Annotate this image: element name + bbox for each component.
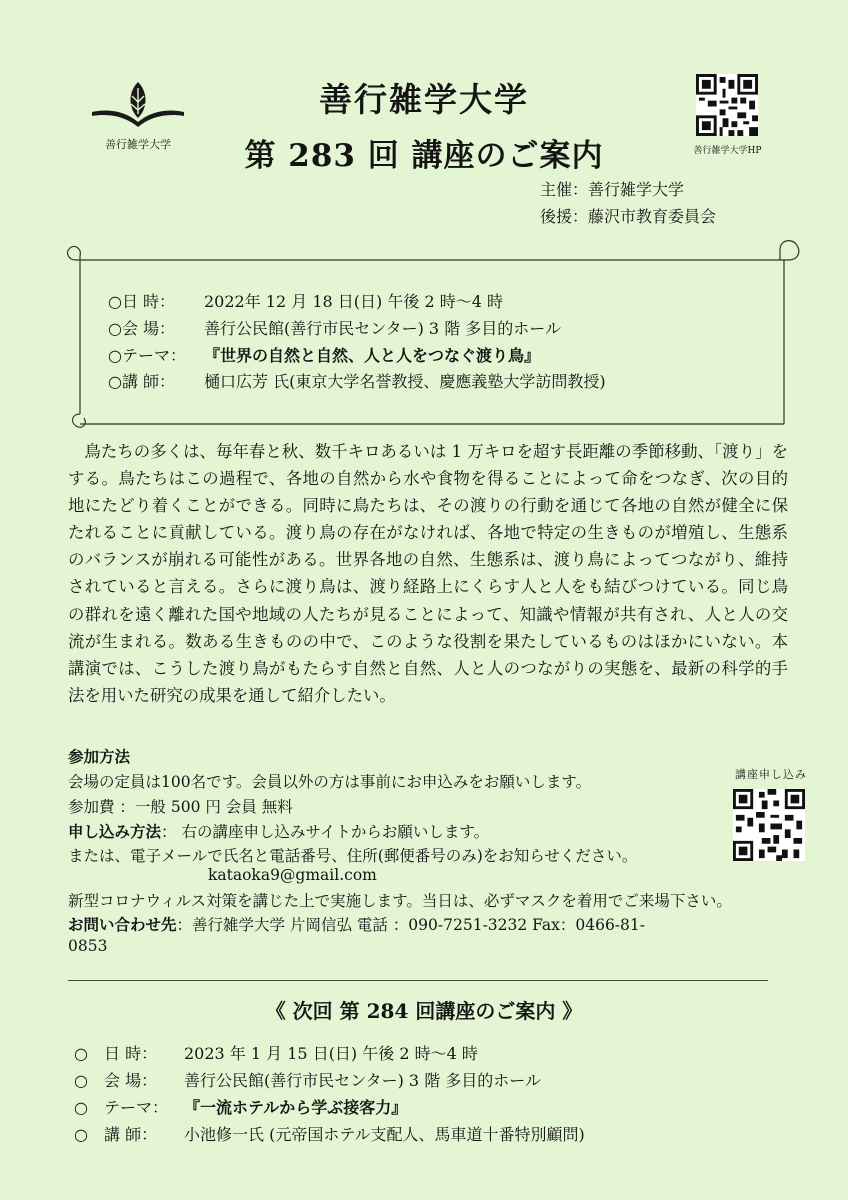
detail-label: ○日 時： [108, 292, 176, 311]
covid-note: 新型コロナウィルス対策を講じた上で実施します。当日は、必ずマスクを着用でご来場下さい。 [68, 892, 732, 910]
description-paragraph: 鳥たちの多くは、毎年春と秋、数千キロあるいは 1 万キロを超す長距離の季節移動、「渡り」をする。鳥たちはこの過程で、各地の自然から水や食物を得ることによって命をつなぎ、次の目的地にたどり着くことができる。同時に鳥たちは、その渡りの行動を通じて各地の自然が健全に保たれることに貢献している。渡り鳥の存在がなければ、各地で特定の生きものが増殖し、生態系のバランスが崩れる可能性がある。世界各地の自然、生態系は、渡り鳥によってつながり、維持されていると言える。さらに渡り鳥は、渡り経路上にくらす人と人をも結びつけている。同じ鳥の群れを遠く離れた国や地域の人たちが見ることによって、知識や情報が共有され、人と人の交流が生まれる。数ある生きものの中で、このような役割を果たしているものはほかにいない。本講演では、こうした渡り鳥がもたらす自然と自然、人と人のつながりの実態を、最新の科学的手法を用いた研究の成果を通して紹介したい。 [68, 442, 788, 705]
participation-heading: 参加方法 [68, 747, 131, 766]
detail-value: 樋口広芳 氏(東京大学名誉教授、慶應義塾大学訪問教授) [204, 372, 606, 391]
logo-caption: 善行雑学大学 [105, 138, 171, 151]
bullet-circle: ○ [74, 1044, 88, 1063]
detail-value: 善行公民館(善行市民センター) 3 階 多目的ホール [204, 319, 561, 338]
contact-info [68, 913, 645, 935]
qr-code-icon [733, 789, 805, 861]
next-venue [74, 1068, 541, 1091]
bullet-circle: ○ [74, 1098, 88, 1117]
capacity-text: 会場の定員は100名です。会員以外の方は事前にお申込みをお願いします。 [68, 773, 592, 791]
next-value: 善行公民館(善行市民センター) 3 階 多目的ホール [184, 1071, 541, 1090]
apply-method [68, 820, 489, 842]
next-value: 『一流ホテルから学ぶ接客力』 [184, 1098, 408, 1117]
email-link[interactable]: kataoka9@gmail.com [208, 866, 377, 884]
next-theme [74, 1095, 407, 1118]
next-lecture-title: 《 次回 第 284 回講座のご案内 》 [265, 999, 583, 1023]
qr-code-icon [696, 74, 758, 136]
contact-text: ：善行雑学大学 片岡信弘 電話 ：090-7251-3232 Fax：0466-81- [176, 916, 646, 934]
fee-text: 参加費 ：一般 500 円 会員 無料 [68, 798, 293, 816]
contact-label: お問い合わせ先 [68, 915, 177, 934]
next-lecturer [74, 1122, 585, 1145]
next-date [74, 1041, 478, 1064]
detail-venue [108, 316, 561, 339]
apply-text: ： 右の講座申し込みサイトからお願いします。 [161, 823, 490, 841]
next-label: テーマ： [104, 1098, 169, 1117]
organizer-text: 主催：善行雑学大学 [540, 180, 685, 199]
bullet-circle: ○ [74, 1125, 88, 1144]
supporter-text: 後援：藤沢市教育委員会 [540, 207, 717, 226]
bullet-circle: ○ [74, 1071, 88, 1090]
detail-lecturer [108, 369, 606, 392]
page-title: 善行雑学大学 [319, 80, 529, 119]
lecture-title: 第 283 回 講座のご案内 [244, 138, 604, 174]
application-qr-label: 講座申し込み [735, 768, 807, 781]
detail-value: 2022年 12 月 18 日(日) 午後 2 時〜4 時 [204, 292, 503, 311]
detail-label: ○テーマ： [108, 346, 186, 365]
lecture-description [68, 438, 788, 709]
next-label: 日 時： [104, 1044, 158, 1063]
next-label: 講 師： [104, 1125, 158, 1144]
contact-fax-tail: 0853 [68, 937, 108, 955]
next-value: 小池修一氏 (元帝国ホテル支配人、馬車道十番特別顧問) [184, 1125, 585, 1144]
application-qr-code[interactable] [733, 789, 805, 861]
next-label: 会 場： [104, 1071, 158, 1090]
detail-value: 『世界の自然と自然、人と人をつなぐ渡り鳥』 [204, 346, 541, 365]
homepage-qr-code[interactable] [696, 74, 758, 136]
email-note: または、電子メールで氏名と電話番号、住所(郵便番号のみ)をお知らせください。 [68, 847, 638, 865]
detail-label: ○講 師： [108, 372, 176, 391]
homepage-qr-label: 善行雑学大学HP [693, 146, 762, 156]
detail-theme [108, 343, 540, 366]
apply-label: 申し込み方法 [68, 822, 162, 841]
next-value: 2023 年 1 月 15 日(日) 午後 2 時〜4 時 [184, 1044, 478, 1063]
section-divider [68, 980, 768, 981]
detail-date [108, 289, 503, 312]
detail-label: ○会 場： [108, 319, 176, 338]
